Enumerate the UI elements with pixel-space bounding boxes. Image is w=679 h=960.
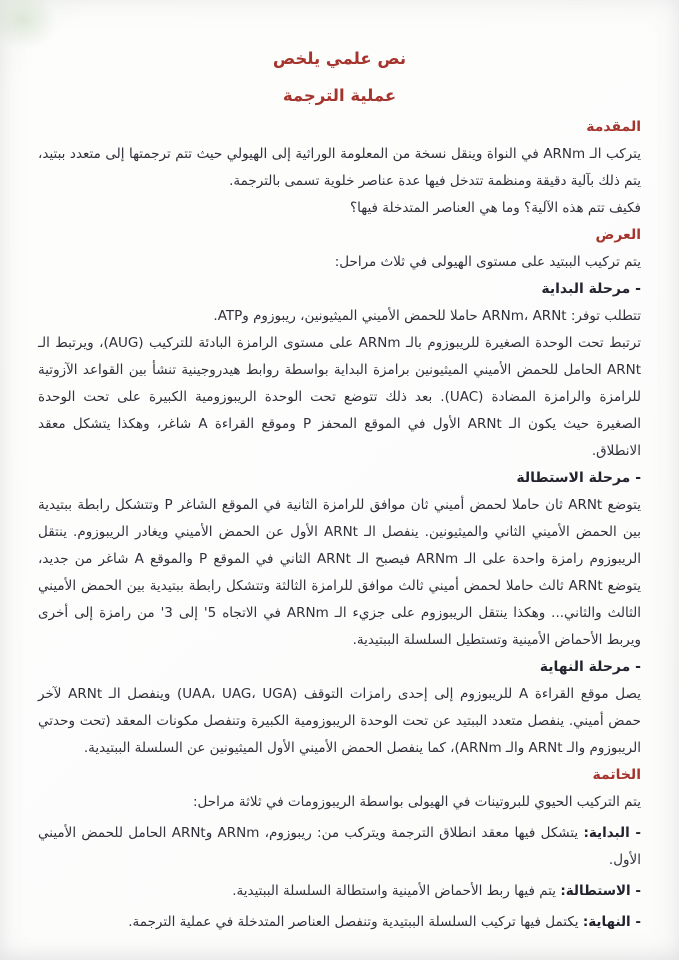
intro-heading: المقدمة [586,119,641,135]
intro-paragraph: يتركب الـ ARNm في النواة وينقل نسخة من المعلومة الوراثية إلى الهيولي حيث تتم ترجمتها إلى متعدد ببتيد، يتم ذلك بآلية دقيقة ومنظمة تتدخل فيها عدة عناصر خلوية تسمى بالترجمة. [38,146,641,189]
document-title-line2: عملية الترجمة [282,86,397,105]
stage-start-paragraph: ترتبط تحت الوحدة الصغيرة للريبوزوم بالـ ARNm على مستوى الرامزة البادئة للتركيب (AUG)، ويرتبط الـ ARNt الحامل للحمض الأميني الميثيونين برامزة البداية بواسطة روابط هيدروجينية تنشأ بين القواعد الآزوتية للرامزة والرامزة المضادة (UAC). بعد ذلك تتوضع تحت الوحدة الريبوزومية الكبيرة على تحت الوحدة الصغيرة حيث يكون الـ ARNt الأول في الموقع المحفز P وموقع القراءة A شاغر، وهكذا يتشكل معقد الانطلاق. [38,335,641,459]
conclusion-bullet-start-text: يتشكل فيها معقد انطلاق الترجمة ويتركب من: ريبوزوم، ARNm وARNt الحامل للحمض الأميني الأول. [38,825,641,868]
conclusion-heading: الخاتمة [592,767,641,783]
document-title [38,40,641,114]
conclusion-bullet-elongation [38,878,641,905]
conclusion-bullet-start [38,820,641,874]
conclusion-bullet-start-label: - البداية: [583,825,642,841]
conclusion-bullet-end-label: - النهاية: [582,914,641,930]
stage-end-paragraph: يصل موقع القراءة A للريبوزوم إلى إحدى رامزات التوقف (UAA، UAG، UGA) وينفصل الـ ARNt لآخر حمض أميني. ينفصل متعدد الببتيد عن تحت الوحدة الريبوزومية الكبيرة وتنفصل مكونات المعقد (تحت وحدتي الريبوزوم والـ ARNt والـ ARNm)، كما ينفصل الحمض الأميني الأول الميثيونين عن السلسلة الببتيدية. [38,686,641,756]
conclusion-bullet-elongation-label: - الاستطالة: [560,883,641,899]
document-title-line1: نص علمي يلخص [272,49,407,68]
body-lead: يتم تركيب الببتيد على مستوى الهيولى في ثلاث مراحل: [334,254,641,270]
intro-question: فكيف تتم هذه الآلية؟ وما هي العناصر المتدخلة فيها؟ [349,200,641,216]
stage-elongation-paragraph: يتوضع ARNt ثان حاملا لحمض أميني ثان موافق للرامزة الثانية في الموقع الشاغر P وتتشكل رابطة ببتيدية بين الحمض الأميني الثاني والميثيونين. ينفصل الـ ARNt الأول عن الحمض الأميني ويغادر الريبوزوم. ينتقل الريبوزوم رامزة واحدة على الـ ARNm فيصبح الـ ARNt الثاني في الموقع P والموقع A شاغر من جديد، يتوضع ARNt ثالث حاملا لحمض أميني ثالث موافق للرامزة الثالثة وتتشكل رابطة ببتيدية بين الحمض الأميني الثالث والثاني... وهكذا ينتقل الريبوزوم على جزيء الـ ARNm في الاتجاه 5' إلى 3' من رامزة إلى أخرى ويربط الأحماض الأمينية وتستطيل السلسلة الببتيدية. [38,497,642,648]
section-introduction [38,114,641,222]
stage-elongation-heading: - مرحلة الاستطالة [516,470,641,486]
stage-start-heading: - مرحلة البداية [541,281,641,297]
stage-start-requirements: تتطلب توفر: ARNm، ARNt حاملا للحمض الأميني الميثيونين، ريبوزوم وATP. [213,308,641,324]
section-body [38,222,641,762]
conclusion-bullet-end-text: يكتمل فيها تركيب السلسلة الببتيدية وتنفصل العناصر المتدخلة في عملية الترجمة. [128,914,583,930]
body-heading: العرض [595,227,641,243]
section-conclusion [38,762,641,936]
conclusion-bullet-end [38,909,641,936]
conclusion-bullet-elongation-text: يتم فيها ربط الأحماض الأمينية واستطالة السلسلة الببتيدية. [232,883,561,899]
conclusion-lead: يتم التركيب الحيوي للبروتينات في الهيولى بواسطة الريبوزومات في ثلاثة مراحل: [193,794,641,810]
stage-end-heading: - مرحلة النهاية [539,659,641,675]
